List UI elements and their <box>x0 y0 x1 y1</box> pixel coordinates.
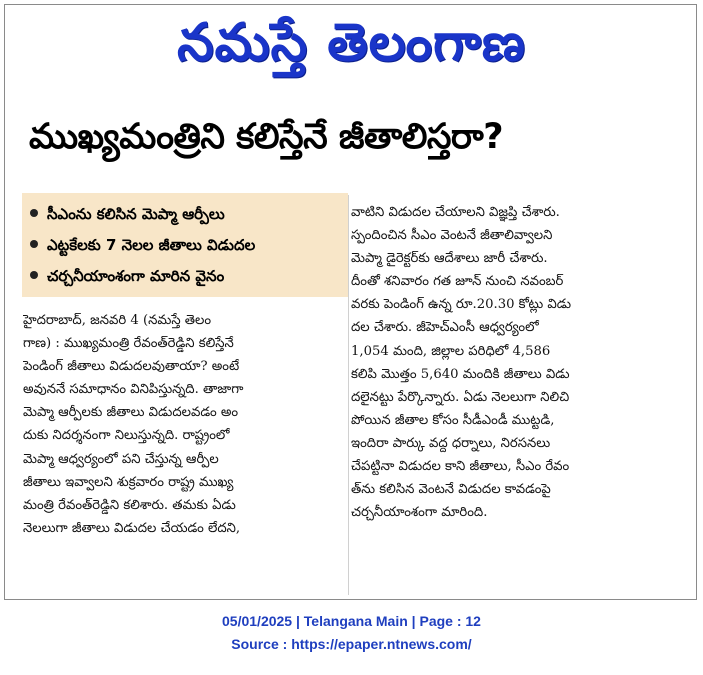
body-line: వాటిని విడుదల చేయాలని విజ్ఞప్తి చేశారు. <box>351 205 560 220</box>
article-clipping <box>4 4 697 600</box>
body-line: హైదరాబాద్, జనవరి 4 (నమస్తే తెలం <box>23 313 212 328</box>
body-line: చర్చనీయాంశంగా మారింది. <box>351 505 488 521</box>
footer-separator: | <box>295 613 300 629</box>
highlight-text: సీఎంను కలిసిన మెప్మా ఆర్పీలు <box>47 205 225 223</box>
highlight-item <box>30 230 340 261</box>
article-body-right-column <box>351 201 681 524</box>
footer-page: Page : 12 <box>419 613 481 629</box>
body-line: దుకు నిదర్శనంగా నిలుస్తున్నది. రాష్ట్రంలో <box>23 428 230 444</box>
bullet-icon <box>30 209 38 217</box>
body-line: దల చేశారు. జీహెచ్‌ఎంసీ ఆధ్వర్యంలో <box>351 320 539 336</box>
body-line: దీంతో శనివారం గత జూన్ నుంచి నవంబర్ <box>351 274 564 290</box>
body-line: గాణ) : ముఖ్యమంత్రి రేవంత్‌రెడ్డిని కలిస్తేనే <box>23 336 234 352</box>
highlight-text: చర్చనీయాంశంగా మారిన వైనం <box>47 267 225 285</box>
highlight-item <box>30 261 340 292</box>
highlight-text: ఎట్టకేలకు 7 నెలల జీతాలు విడుదల <box>47 236 256 254</box>
bullet-icon <box>30 271 38 279</box>
body-line: నెలలుగా జీతాలు విడుదల చేయడం లేదని, <box>23 520 241 536</box>
body-line: జీతాలు ఇవ్వాలని శుక్రవారం రాష్ట్ర ముఖ్య <box>23 474 234 490</box>
body-line: త్‌ను కలిసిన వెంటనే విడుదల కావడంపై <box>351 482 551 498</box>
highlight-item <box>30 199 340 230</box>
body-line: ఇందిరా పార్కు వద్ద ధర్నాలు, నిరసనలు <box>351 435 551 451</box>
newspaper-masthead: నమస్తే తెలంగాణ <box>177 13 526 73</box>
footer-date: 05/01/2025 <box>222 613 293 629</box>
article-headline: ముఖ్యమంత్రిని కలిస్తేనే జీతాలిస్తరా? <box>29 117 504 157</box>
article-body-left-column <box>23 309 341 540</box>
footer-source: Source : https://epaper.ntnews.com/ <box>231 636 472 652</box>
footer-publication-info <box>0 613 703 629</box>
body-line: మెప్మా ఆర్పీలకు జీతాలు విడుదలవడం అం <box>23 405 239 421</box>
body-line: కలిపి మొత్తం 5,640 మందికి జీతాలు విడు <box>351 366 570 382</box>
body-line: మెప్మా డైరెక్టర్‌కు ఆదేశాలు జారీ చేశారు. <box>351 251 548 267</box>
body-line: స్పందించిన సీఎం వెంటనే జీతాలివ్వాలని <box>351 228 553 244</box>
body-line: వరకు పెండింగ్ ఉన్న రూ.20.30 కోట్లు విడు <box>351 297 572 313</box>
body-line: చేపట్టినా విడుదల కాని జీతాలు, సీఎం రేవం <box>351 459 570 475</box>
column-divider <box>348 195 349 595</box>
highlights-box <box>22 193 348 297</box>
body-line: 1,054 మంది, జిల్లాల పరిధిలో 4,586 <box>351 343 551 359</box>
body-line: అవుననే సమాధానం వినిపిస్తున్నది. తాజాగా <box>23 382 244 398</box>
bullet-icon <box>30 240 38 248</box>
footer-separator: | <box>411 613 416 629</box>
body-line: దలైనట్టు పేర్కొన్నారు. ఏడు నెలలుగా నిలిచి <box>351 389 570 405</box>
body-line: మంత్రి రేవంత్‌రెడ్డిని కలిశారు. తమకు ఏడు <box>23 497 236 513</box>
footer-edition: Telangana Main <box>303 613 408 629</box>
body-line: పోయిన జీతాల కోసం సీడీఎండీ ముట్టడి, <box>351 412 555 428</box>
body-line: మెప్మా ఆధ్వర్యంలో పని చేస్తున్న ఆర్పీల <box>23 451 219 467</box>
body-line: పెండింగ్ జీతాలు విడుదలవుతాయా? అంటే <box>23 359 240 375</box>
